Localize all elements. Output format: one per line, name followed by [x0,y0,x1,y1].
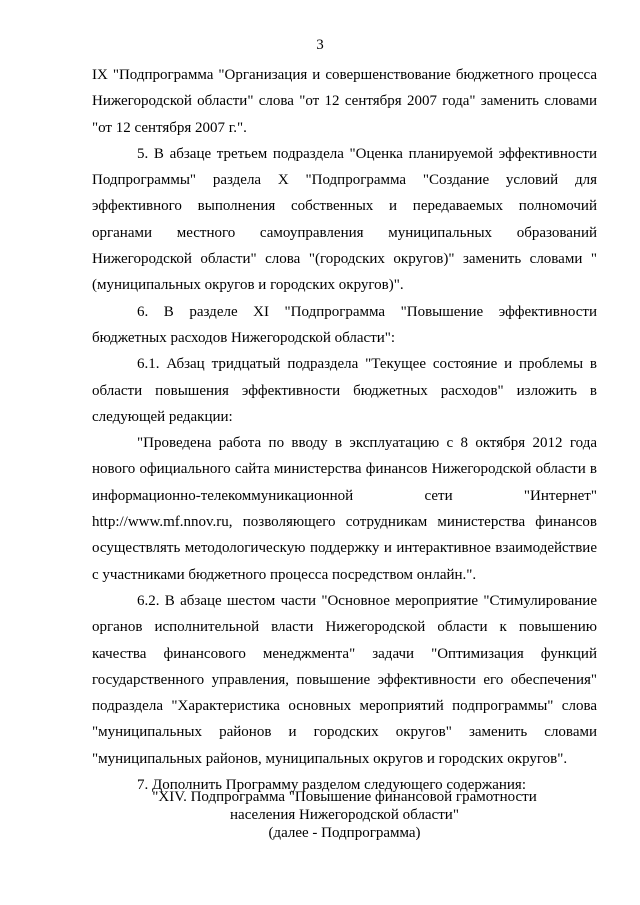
paragraph-item-6-2: 6.2. В абзаце шестом части "Основное мероприятие "Стимулирование органов исполнительной власти Нижегородской области к повышению качества финансового менеджмента" задачи "Оптимизация функций государственного управления, повышение эффективности его обеспечения" подраздела "Характеристика основных мероприятий подпрограммы" слова "муниципальных районов и городских округов" заменить словами "муниципальных районов, муниципальных округов и городских округов". [92,592,597,767]
paragraph-item-5: 5. В абзаце третьем подраздела "Оценка планируемой эффективности Подпрограммы" раздела X "Подпрограмма "Создание условий для эффективного выполнения собственных и передаваемых полномочий органами местного самоуправления муниципальных образований Нижегородской области" слова "(городских округов)" заменить словами "(муниципальных округов и городских округов)". [92,145,597,294]
section-heading [92,788,597,842]
heading-line-3: (далее - Подпрограмма) [268,825,421,841]
page-number: 3 [316,37,324,53]
heading-line-1: "XIV. Подпрограмма "Повышение финансовой грамотности [152,789,537,805]
paragraph-item-6-1: 6.1. Абзац тридцатый подраздела "Текущее состояние и проблемы в области повышения эффективности бюджетных расходов" изложить в следующей редакции: [92,356,597,425]
paragraph-section-ix-continuation: IX "Подпрограмма "Организация и совершенствование бюджетного процесса Нижегородской области" слова "от 12 сентября 2007 года" заменить словами "от 12 сентября 2007 г.". [92,67,597,136]
paragraph-item-7: 7. Дополнить Программу разделом следующего содержания: [137,777,527,794]
paragraph-item-6: 6. В разделе XI "Подпрограмма "Повышение эффективности бюджетных расходов Нижегородской области": [92,303,597,346]
heading-line-2: населения Нижегородской области" [230,807,459,823]
paragraph-quoted-text: "Проведена работа по вводу в эксплуатацию с 8 октября 2012 года нового официального сайта министерства финансов Нижегородской области в информационно-телекоммуникационной сети "Интернет" http://www.mf.nnov.ru, позволяющего сотрудникам министерства финансов осуществлять методологическую поддержку и интерактивное взаимодействие с участниками бюджетного процесса посредством онлайн.". [92,435,597,583]
document-body [92,62,597,798]
